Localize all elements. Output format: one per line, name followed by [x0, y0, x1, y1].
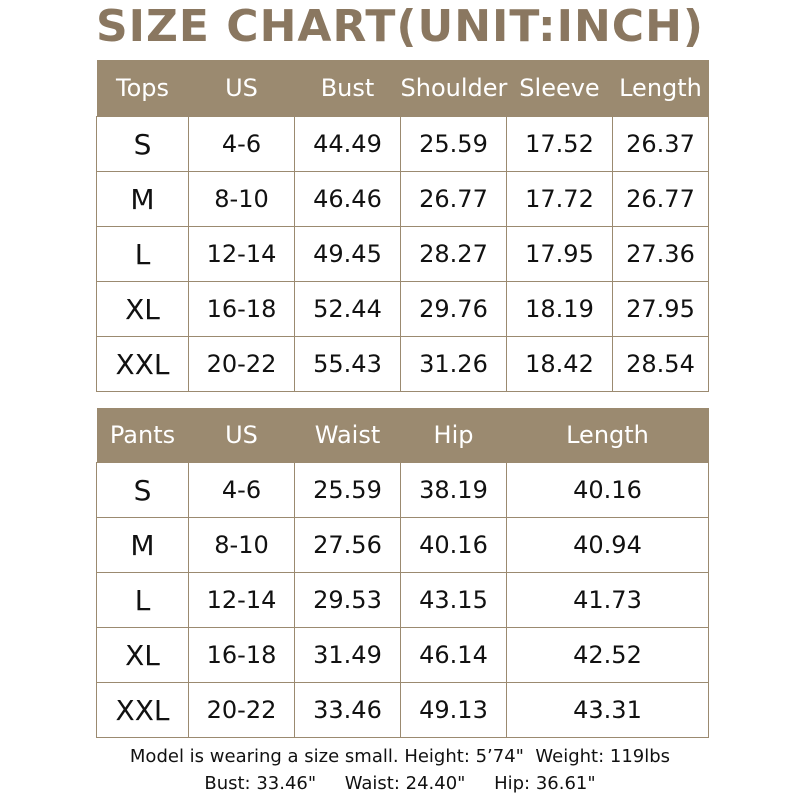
pants-header-cell: Pants	[97, 408, 189, 463]
pants-header-cell: US	[189, 408, 295, 463]
model-info-line: Model is wearing a size small. Height: 5’74" Weight: 119lbs	[129, 746, 671, 767]
tops-size-table	[96, 60, 709, 392]
length-cell: 40.16	[507, 463, 709, 518]
table-row	[97, 628, 709, 683]
pants-header-row	[97, 408, 709, 463]
pants-header-cell: Length	[507, 408, 709, 463]
length-cell: 26.37	[613, 117, 709, 172]
sleeve-cell: 18.42	[507, 337, 613, 392]
table-row	[97, 282, 709, 337]
us-cell: 12-14	[189, 573, 295, 628]
pants-header-cell: Waist	[295, 408, 401, 463]
sleeve-cell: 17.52	[507, 117, 613, 172]
length-cell: 28.54	[613, 337, 709, 392]
table-row	[97, 337, 709, 392]
sleeve-cell: 17.95	[507, 227, 613, 282]
tops-header-cell: Length	[613, 60, 709, 117]
length-cell: 40.94	[507, 518, 709, 573]
size-cell: XXL	[97, 337, 189, 392]
table-row	[97, 117, 709, 172]
us-cell: 20-22	[189, 337, 295, 392]
length-cell: 41.73	[507, 573, 709, 628]
shoulder-cell: 28.27	[401, 227, 507, 282]
us-cell: 8-10	[189, 172, 295, 227]
hip-cell: 49.13	[401, 683, 507, 738]
us-cell: 4-6	[189, 117, 295, 172]
waist-cell: 25.59	[295, 463, 401, 518]
table-row	[97, 683, 709, 738]
tops-header-cell: US	[189, 60, 295, 117]
us-cell: 16-18	[189, 282, 295, 337]
size-cell: XXL	[97, 683, 189, 738]
pants-header-cell: Hip	[401, 408, 507, 463]
table-row	[97, 573, 709, 628]
size-cell: S	[97, 463, 189, 518]
size-cell: M	[97, 518, 189, 573]
us-cell: 12-14	[189, 227, 295, 282]
us-cell: 4-6	[189, 463, 295, 518]
table-row	[97, 172, 709, 227]
waist-cell: 27.56	[295, 518, 401, 573]
shoulder-cell: 29.76	[401, 282, 507, 337]
table-row	[97, 463, 709, 518]
hip-cell: 46.14	[401, 628, 507, 683]
bust-cell: 44.49	[295, 117, 401, 172]
length-cell: 27.95	[613, 282, 709, 337]
length-cell: 43.31	[507, 683, 709, 738]
shoulder-cell: 26.77	[401, 172, 507, 227]
pants-size-table	[96, 408, 709, 738]
us-cell: 8-10	[189, 518, 295, 573]
sleeve-cell: 18.19	[507, 282, 613, 337]
bust-cell: 49.45	[295, 227, 401, 282]
hip-cell: 38.19	[401, 463, 507, 518]
hip-cell: 43.15	[401, 573, 507, 628]
us-cell: 16-18	[189, 628, 295, 683]
bust-cell: 46.46	[295, 172, 401, 227]
size-cell: L	[97, 227, 189, 282]
size-cell: M	[97, 172, 189, 227]
size-cell: S	[97, 117, 189, 172]
shoulder-cell: 31.26	[401, 337, 507, 392]
hip-cell: 40.16	[401, 518, 507, 573]
tops-header-cell: Sleeve	[507, 60, 613, 117]
shoulder-cell: 25.59	[401, 117, 507, 172]
waist-cell: 33.46	[295, 683, 401, 738]
sleeve-cell: 17.72	[507, 172, 613, 227]
waist-cell: 29.53	[295, 573, 401, 628]
table-row	[97, 227, 709, 282]
waist-cell: 31.49	[295, 628, 401, 683]
size-cell: XL	[97, 282, 189, 337]
page-title: SIZE CHART(UNIT:INCH)	[95, 1, 705, 52]
tops-header-cell: Bust	[295, 60, 401, 117]
table-row	[97, 518, 709, 573]
size-cell: XL	[97, 628, 189, 683]
length-cell: 27.36	[613, 227, 709, 282]
length-cell: 42.52	[507, 628, 709, 683]
length-cell: 26.77	[613, 172, 709, 227]
size-cell: L	[97, 573, 189, 628]
model-measurements-line: Bust: 33.46" Waist: 24.40" Hip: 36.61"	[204, 773, 596, 794]
tops-header-row	[97, 60, 709, 117]
tops-header-cell: Shoulder	[401, 60, 507, 117]
bust-cell: 52.44	[295, 282, 401, 337]
bust-cell: 55.43	[295, 337, 401, 392]
tops-header-cell: Tops	[97, 60, 189, 117]
us-cell: 20-22	[189, 683, 295, 738]
